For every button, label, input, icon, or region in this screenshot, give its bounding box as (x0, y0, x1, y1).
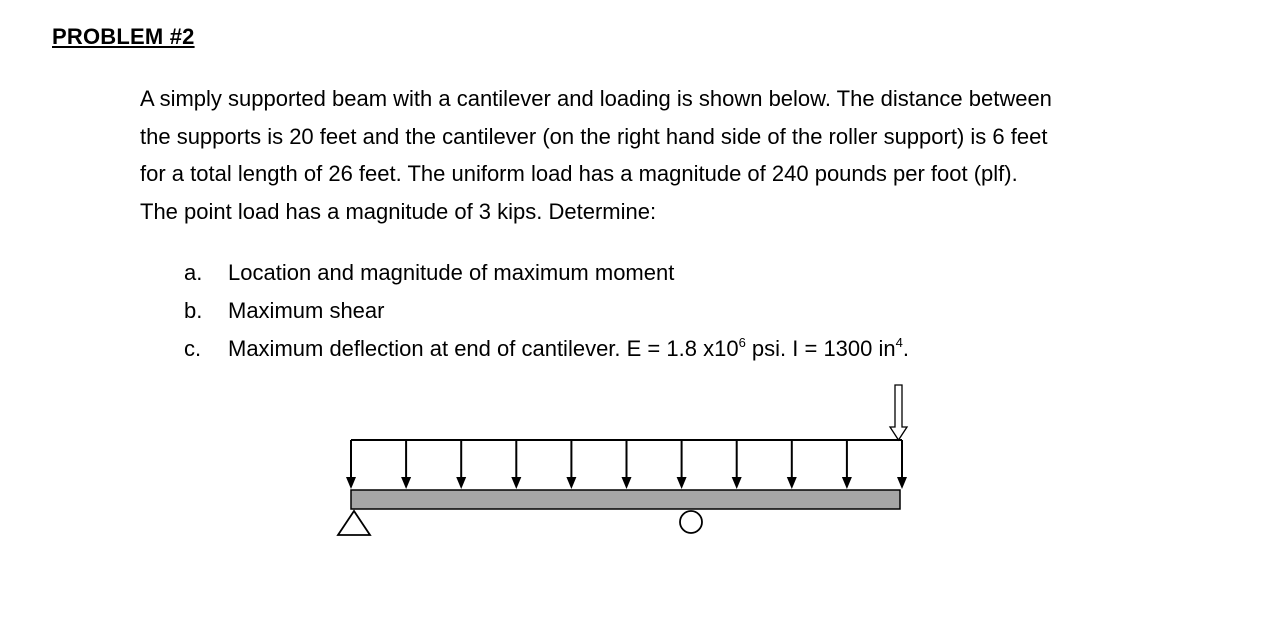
statement-line: The point load has a magnitude of 3 kips. Determine: (140, 198, 657, 224)
problem-title: PROBLEM #2 (52, 24, 195, 49)
list-item-text: Location and magnitude of maximum moment (228, 260, 675, 285)
pin-support (338, 511, 370, 535)
statement-line: for a total length of 26 feet. The uniform load has a magnitude of 240 pounds per foot (plf). (140, 161, 1018, 186)
point-load-arrow (890, 385, 907, 440)
load-arrow-head (511, 477, 521, 489)
roller-support (680, 511, 702, 533)
load-arrow-head (897, 477, 907, 489)
load-arrow-head (842, 477, 852, 489)
load-arrow-head (677, 477, 687, 489)
load-arrow-head (732, 477, 742, 489)
statement-line: A simply supported beam with a cantilever and loading is shown below. The distance between (140, 86, 1052, 111)
deflection-text: Maximum deflection at end of cantilever. E = 1.8 x10 (228, 336, 739, 361)
list-item-text: Maximum shear (228, 298, 385, 323)
uniform-distributed-load (346, 440, 907, 489)
list-marker: c. (184, 336, 202, 361)
load-arrow-head (622, 477, 632, 489)
modulus-exponent: 6 (738, 335, 746, 350)
inertia-exponent: 4 (895, 335, 903, 350)
load-arrow-head (401, 477, 411, 489)
load-arrow-head (566, 477, 576, 489)
load-arrows (346, 440, 907, 489)
list-marker: b. (184, 298, 203, 323)
load-arrow-head (787, 477, 797, 489)
point-load (890, 385, 907, 440)
list-marker: a. (184, 260, 203, 285)
sentence-end: . (902, 336, 909, 361)
load-arrow-head (346, 477, 356, 489)
statement-line: the supports is 20 feet and the cantilever (on the right hand side of the roller support) is 6 feet (140, 123, 1048, 149)
beam (351, 490, 900, 509)
load-arrow-head (456, 477, 466, 489)
inertia-text: psi. I = 1300 in (745, 336, 896, 361)
